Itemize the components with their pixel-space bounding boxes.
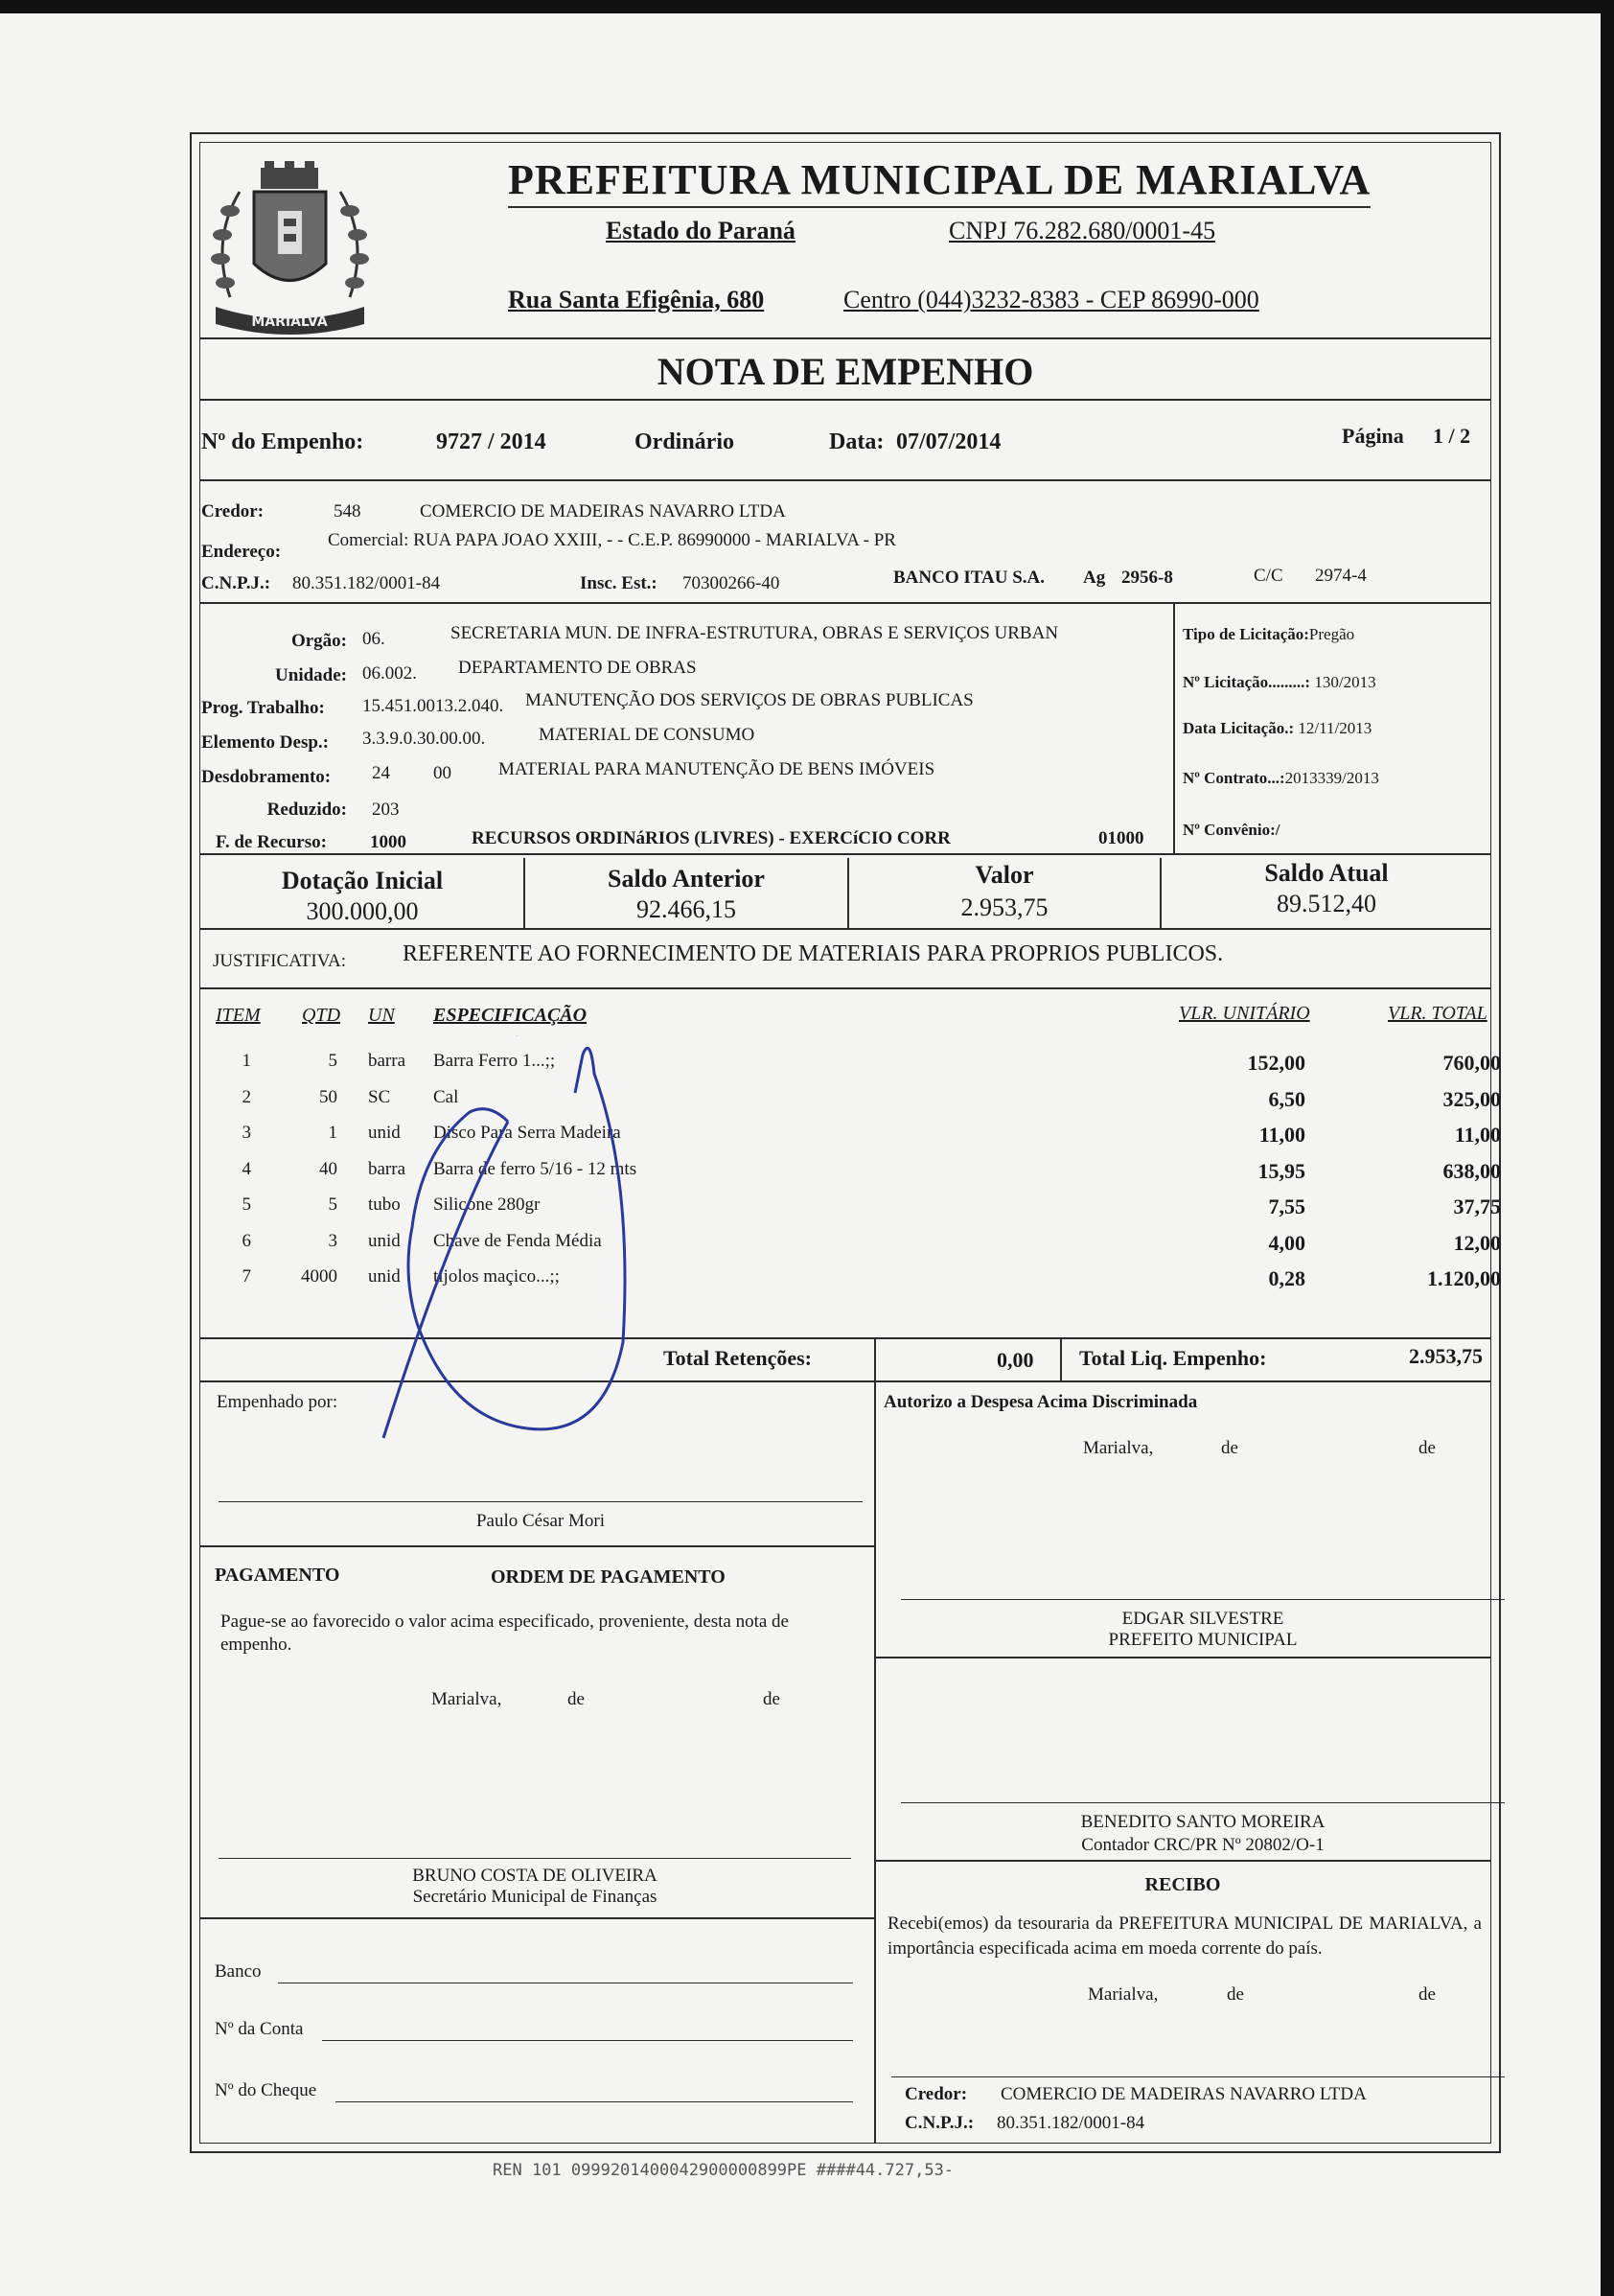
credor-code: 548 [334, 501, 361, 522]
recurso-num: 01000 [1098, 828, 1144, 848]
bank-name: BANCO ITAU S.A. [893, 568, 1046, 588]
credor-foot-label: Credor: [905, 2084, 968, 2104]
item-qtd: 3 [328, 1230, 337, 1251]
empenho-type: Ordinário [634, 429, 735, 454]
item-unit: SC [368, 1086, 391, 1107]
orgao-name: SECRETARIA MUN. DE INFRA-ESTRUTURA, OBRAS E SERVIÇOS URBAN [450, 623, 1059, 643]
item-description: Barra de ferro 5/16 - 12 mts [433, 1158, 637, 1179]
item-number: 6 [242, 1230, 251, 1251]
item-unit-price: 15,95 [1257, 1158, 1305, 1183]
recurso-code: 1000 [370, 832, 406, 852]
autorizo-de-2: de [1418, 1438, 1436, 1458]
recibo-de-1: de [1227, 1984, 1244, 2005]
secretario-title: Secretário Municipal de Finanças [412, 1887, 657, 1907]
retencoes-label: Total Retenções: [663, 1346, 812, 1370]
item-total: 12,00 [1453, 1230, 1501, 1255]
item-qtd: 1 [328, 1123, 337, 1143]
prog-code: 15.451.0013.2.040. [362, 696, 504, 716]
elem-label: Elemento Desp.: [201, 732, 329, 753]
justificativa-text: REFERENTE AO FORNECIMENTO DE MATERIAIS PARA PROPRIOS PUBLICOS. [403, 941, 1224, 966]
prog-name: MANUTENÇÃO DOS SERVIÇOS DE OBRAS PUBLICAS [525, 690, 974, 710]
valor-label: Valor [975, 861, 1034, 889]
item-description: Barra Ferro 1...;; [433, 1051, 556, 1071]
contador-title: Contador CRC/PR Nº 20802/O-1 [1081, 1835, 1325, 1855]
autorizo-text: Autorizo a Despesa Acima Discriminada [884, 1392, 1198, 1412]
recurso-name: RECURSOS ORDINáRIOS (LIVRES) - EXERCíCIO CORR [472, 828, 951, 848]
dotacao-inicial-label: Dotação Inicial [281, 867, 444, 894]
dotacao-inicial-value: 300.000,00 [306, 897, 419, 925]
empenho-date-label: Data: [829, 429, 885, 454]
header-state: Estado do Paraná [606, 217, 795, 244]
num-value: 130/2013 [1314, 673, 1376, 691]
banco-label: Banco [215, 1961, 262, 1982]
item-qtd: 5 [328, 1051, 337, 1071]
saldo-atual-label: Saldo Atual [1264, 859, 1389, 887]
item-total: 1.120,00 [1427, 1266, 1501, 1290]
item-description: Silicone 280gr [433, 1194, 541, 1215]
desd-label: Desdobramento: [201, 767, 332, 787]
item-description: Cal [433, 1086, 459, 1107]
valor-value: 2.953,75 [960, 893, 1049, 921]
contrato-value: 2013339/2013 [1284, 769, 1379, 787]
item-number: 1 [242, 1051, 251, 1071]
orgao-code: 06. [362, 629, 385, 649]
justificativa-label: JUSTIFICATIVA: [213, 951, 347, 971]
footer-code: REN 101 0999201400042900000899PE ####44.727,53- [493, 2161, 955, 2180]
pague-marialva: Marialva, [431, 1689, 502, 1709]
item-unit-price: 7,55 [1268, 1194, 1305, 1218]
col-un: UN [368, 1005, 395, 1026]
saldo-atual-value: 89.512,40 [1277, 890, 1376, 917]
prefeito-name: EDGAR SILVESTRE [1121, 1609, 1284, 1629]
saldo-anterior-label: Saldo Anterior [608, 865, 765, 893]
desd-code: 24 [372, 763, 390, 783]
item-qtd: 50 [319, 1086, 337, 1107]
contrato-label: Nº Contrato...: [1183, 769, 1285, 787]
col-qtd: QTD [302, 1005, 341, 1026]
item-unit: barra [368, 1051, 406, 1071]
insc-label: Insc. Est.: [580, 573, 657, 593]
item-unit-price: 0,28 [1268, 1266, 1305, 1290]
credor-label: Credor: [201, 501, 265, 522]
col-espec: ESPECIFICAÇÃO [433, 1005, 588, 1026]
ag-value: 2956-8 [1121, 568, 1173, 588]
cnpj-label: C.N.P.J.: [201, 573, 271, 593]
col-unit: VLR. UNITÁRIO [1179, 1003, 1310, 1024]
item-unit: unid [368, 1266, 401, 1287]
item-number: 4 [242, 1158, 251, 1179]
doc-title: NOTA DE EMPENHO [657, 350, 1034, 393]
recibo-marialva: Marialva, [1088, 1984, 1159, 2005]
item-unit: unid [368, 1123, 401, 1143]
recibo-text: Recebi(emos) da tesouraria da PREFEITURA MUNICIPAL DE MARIALVA, a importância especificada acima em moeda corrente do país. [888, 1913, 1482, 1959]
item-unit-price: 4,00 [1268, 1230, 1305, 1255]
cc-label: C/C [1254, 566, 1283, 586]
item-unit-price: 11,00 [1258, 1123, 1305, 1147]
header-street: Rua Santa Efigênia, 680 [508, 286, 765, 313]
svg-text:MARIALVA: MARIALVA [251, 314, 328, 330]
header-address: Centro (044)3232-8383 - CEP 86990-000 [843, 286, 1259, 313]
item-total: 11,00 [1454, 1123, 1501, 1147]
cheque-label: Nº do Cheque [215, 2080, 317, 2100]
autorizo-de-1: de [1221, 1438, 1238, 1458]
item-number: 7 [242, 1266, 251, 1287]
prefeito-title: PREFEITO MUNICIPAL [1108, 1630, 1298, 1650]
prog-label: Prog. Trabalho: [201, 698, 325, 718]
empenho-label: Nº do Empenho: [201, 429, 364, 454]
item-total: 760,00 [1442, 1051, 1501, 1075]
item-unit-price: 152,00 [1247, 1051, 1305, 1075]
item-description: Disco Para Serra Madeira [433, 1123, 621, 1143]
item-description: Chave de Fenda Média [433, 1230, 602, 1251]
credor-name: COMERCIO DE MADEIRAS NAVARRO LTDA [420, 501, 786, 522]
page-number: 1 / 2 [1433, 424, 1471, 448]
cnpj-foot-label: C.N.P.J.: [905, 2113, 975, 2133]
item-total: 325,00 [1442, 1086, 1501, 1111]
item-qtd: 4000 [301, 1266, 337, 1287]
item-number: 3 [242, 1123, 251, 1143]
unidade-code: 06.002. [362, 663, 417, 684]
secretario-name: BRUNO COSTA DE OLIVEIRA [412, 1866, 657, 1886]
conta-label: Nº da Conta [215, 2019, 304, 2039]
liquido-value: 2.953,75 [1409, 1344, 1483, 1368]
empenhado-label: Empenhado por: [217, 1392, 338, 1412]
item-unit: tubo [368, 1194, 401, 1215]
pague-text: Pague-se ao favorecido o valor acima especificado, proveniente, desta nota de empenho. [220, 1612, 789, 1655]
cnpj-foot-value: 80.351.182/0001-84 [997, 2113, 1145, 2133]
col-item: ITEM [216, 1005, 261, 1026]
item-number: 5 [242, 1194, 251, 1215]
ag-label: Ag [1083, 568, 1106, 588]
item-qtd: 5 [328, 1194, 337, 1215]
endereco-value: Comercial: RUA PAPA JOAO XXIII, - - C.E.P. 86990000 - MARIALVA - PR [328, 530, 896, 550]
tipo-value: Pregão [1308, 625, 1355, 643]
item-total: 638,00 [1442, 1158, 1501, 1183]
cc-value: 2974-4 [1315, 566, 1367, 586]
recibo-de-2: de [1418, 1984, 1436, 2005]
data-lic-value: 12/11/2013 [1298, 719, 1372, 737]
tipo-label: Tipo de Licitação: [1183, 625, 1309, 643]
ordem-label: ORDEM DE PAGAMENTO [491, 1566, 726, 1588]
data-lic-label: Data Licitação.: [1183, 719, 1295, 737]
pague-de-2: de [763, 1689, 780, 1709]
item-unit: barra [368, 1158, 406, 1179]
orgao-label: Orgão: [290, 631, 347, 651]
unidade-name: DEPARTAMENTO DE OBRAS [458, 658, 697, 678]
credor-foot-name: COMERCIO DE MADEIRAS NAVARRO LTDA [1001, 2084, 1367, 2104]
item-qtd: 40 [319, 1158, 337, 1179]
saldo-anterior-value: 92.466,15 [636, 895, 736, 923]
contador-name: BENEDITO SANTO MOREIRA [1080, 1812, 1326, 1832]
num-label: Nº Licitação.........: [1183, 673, 1311, 691]
reduz-label: Reduzido: [266, 800, 347, 820]
item-total: 37,75 [1453, 1194, 1501, 1218]
unidade-label: Unidade: [275, 665, 347, 685]
recurso-label: F. de Recurso: [216, 832, 327, 852]
empenho-number: 9727 / 2014 [436, 429, 546, 454]
header-title: PREFEITURA MUNICIPAL DE MARIALVA [508, 156, 1372, 203]
liquido-label: Total Liq. Empenho: [1079, 1346, 1267, 1370]
desd-sub: 00 [433, 763, 451, 783]
recibo-title: RECIBO [1144, 1874, 1221, 1895]
elem-name: MATERIAL DE CONSUMO [539, 725, 755, 745]
endereco-label: Endereço: [201, 542, 282, 562]
pagamento-label: PAGAMENTO [215, 1565, 340, 1586]
convenio-label: Nº Convênio:/ [1183, 821, 1280, 839]
cnpj-value: 80.351.182/0001-84 [292, 573, 441, 593]
empenhado-name: Paulo César Mori [475, 1511, 606, 1531]
pague-de-1: de [567, 1689, 585, 1709]
page-label: Página [1342, 424, 1404, 448]
elem-code: 3.3.9.0.30.00.00. [362, 729, 486, 749]
desd-name: MATERIAL PARA MANUTENÇÃO DE BENS IMÓVEIS [498, 759, 935, 779]
insc-value: 70300266-40 [682, 573, 780, 593]
item-description: tijolos maçico...;; [433, 1266, 560, 1287]
item-unit-price: 6,50 [1268, 1086, 1305, 1111]
item-number: 2 [242, 1086, 251, 1107]
reduz-value: 203 [372, 800, 400, 820]
item-unit: unid [368, 1230, 401, 1251]
header-cnpj: CNPJ 76.282.680/0001-45 [949, 217, 1216, 244]
empenho-date: 07/07/2014 [896, 429, 1002, 454]
handwritten-signature [364, 1035, 652, 1496]
retencoes-value: 0,00 [997, 1348, 1034, 1372]
coat-of-arms [201, 153, 379, 345]
col-total: VLR. TOTAL [1388, 1003, 1487, 1024]
autorizo-marialva: Marialva, [1083, 1438, 1154, 1458]
